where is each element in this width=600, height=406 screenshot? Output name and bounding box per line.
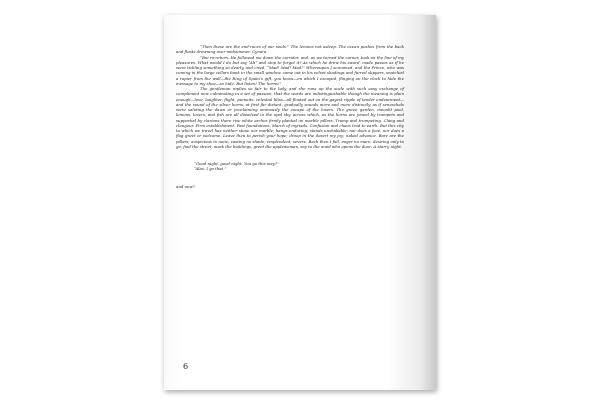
page-number: 6	[183, 362, 189, 371]
page-text	[176, 44, 404, 189]
book-page	[164, 15, 436, 390]
closing-line: and now?	[176, 183, 195, 189]
dialogue-line: “Good night, good night. You go this way?”	[194, 161, 279, 166]
dialogue-line: “Alas. I go that.”	[194, 166, 227, 172]
dialogue	[176, 161, 404, 172]
paragraph: The gentleman replies so fair to the lady, and she runs up the scale with such easy exchange of compliment now culminating in a set of passion, that the words are indistinguishable though the meaning is plain enough—love, laughter, flight, pursuits, celestial bliss—all floated out on the gayest ripple of tender endearment—and the sound of the silver horns, at first far distant, gradually sounds more and more distinctly, as if seneschals were saluting the dawn or proclaiming ominously the escape of the lovers. The green garden, moonlit pool, lemons, lovers, and fish are all dissolved in the opal sky, across which, as the horns are joined by trumpets and supported by clarions there rise white arches firmly planted on marble pillars. Tramp and trumpeting. Clang and clangour. Firm establishment. Fast foundations. March of myriads. Confusion and chaos trod to earth. But this city to which we travel has neither stone nor marble; hangs enduring; stands unshakable; nor does a face, nor does a flag greet or welcome. Leave then to perish your hope; droop in the desert my joy; naked advance. Bare are the pillars; auspicious to none; casting no shade; resplendent; severe. Back then I fall, eager no more, desiring only to go, find the street, mark the buildings, greet the applewoman, say to the maid who opens the door: A starry night.	[176, 86, 404, 149]
paragraph: “Then these are the end-races of our souls.” The lemons not asleep. The ocean pushes from the back and floats drowning over midsummer. Cynara.	[176, 44, 404, 55]
paragraph: “Bui ra-return. He followed me down the corridor, and, as we turned the corner, took on the line of my pleasures. What would I do but say “Ah” and stop to forget it? As which he drew his sword, made passes as if he were tickling something so dearly, and cried, “Mad! Mad! Mad!” Whereupon I screamed, and the Prince, who was coming in the large cellars bank in the small window, came out in his velvet shadings and furred slippers, snatched a rapier from the wall—the Ring of Spain’s gift, you know—on which I escaped, flinging on the clock to hide the message to my shoe—so hide. But listen! The horns!”	[176, 54, 404, 86]
